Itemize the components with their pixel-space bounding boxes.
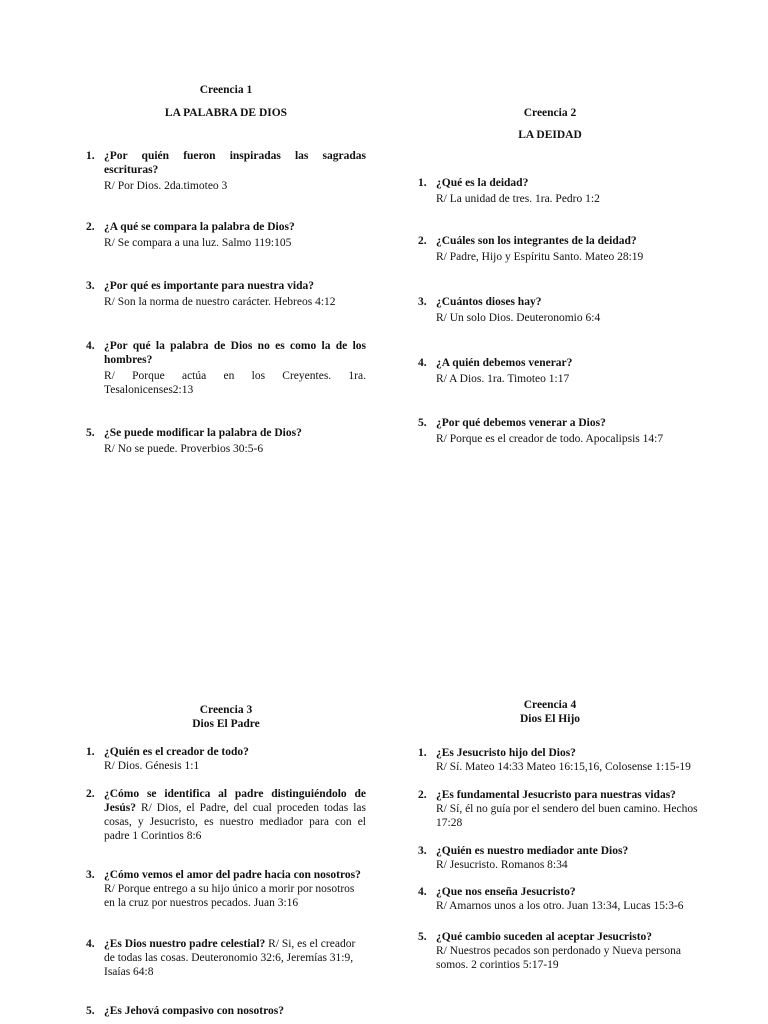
belief-2-section [418, 106, 718, 446]
item-number: 3. [418, 296, 427, 308]
item-number: 5. [86, 1005, 95, 1017]
belief-1-item-1 [86, 149, 366, 193]
belief-1-item-2 [86, 220, 366, 250]
belief-3-item-4 [86, 937, 366, 979]
question-text: ¿Qué es la deidad? [436, 177, 529, 189]
answer-text: R/ La unidad de tres. 1ra. Pedro 1:2 [436, 193, 600, 205]
answer-text: R/ Dios, el Padre, del cual proceden todas las cosas, y Jesucristo, es nuestro mediador para con el padre 1 Corintios 8:6 [104, 802, 367, 842]
belief-2-label: Creencia 2 [523, 107, 577, 119]
item-number: 3. [418, 845, 427, 857]
question-text: ¿A qué se compara la palabra de Dios? [104, 221, 295, 233]
question-answer-text [104, 787, 366, 843]
belief-1-label: Creencia 1 [199, 84, 253, 96]
question-text: ¿Que nos enseña Jesucristo? [436, 886, 576, 898]
answer-text: R/ Son la norma de nuestro carácter. Hebreos 4:12 [104, 296, 336, 308]
answer-text: R/ Amarnos unos a los otro. Juan 13:34, Lucas 15:3-6 [436, 900, 684, 912]
answer-text: R/ Nuestros pecados son perdonado y Nueva persona somos. 2 corintios 5:17-19 [436, 945, 681, 971]
belief-4-section [418, 698, 718, 972]
belief-2-item-5 [418, 416, 718, 446]
belief-3-title: Dios El Padre [192, 718, 260, 730]
item-number: 5. [418, 931, 427, 943]
answer-text: R/ Sí, él no guía por el sendero del buen camino. Hechos 17:28 [436, 803, 698, 829]
answer-text: R/ Si, es el creador de todas las cosas. Deuteronomio 32:6, Jeremías 31:9, Isaías 64:8 [104, 938, 356, 978]
item-number: 4. [86, 938, 95, 950]
item-number: 2. [418, 235, 427, 247]
question-text: ¿Es Jesucristo hijo del Dios? [436, 747, 576, 759]
item-number: 2. [86, 788, 95, 800]
item-number: 3. [86, 869, 95, 881]
belief-1-item-4 [86, 339, 366, 397]
answer-text: R/ Sí. Mateo 14:33 Mateo 16:15,16, Colosense 1:15-19 [436, 761, 691, 773]
answer-text: R/ Se compara a una luz. Salmo 119:105 [104, 237, 292, 249]
belief-2-item-3 [418, 295, 718, 325]
item-number: 1. [86, 150, 95, 162]
question-text: ¿A quién debemos venerar? [436, 357, 573, 369]
answer-text: R/ Porque entrego a su hijo único a morir por nosotros en la cruz por nuestros pecados. Juan 3:16 [104, 883, 355, 909]
question-text: ¿Qué cambio suceden al aceptar Jesucristo? [436, 931, 653, 943]
item-number: 5. [418, 417, 427, 429]
question-text: ¿Cuántos dioses hay? [436, 296, 542, 308]
belief-1-item-3 [86, 279, 366, 309]
answer-text: R/ Porque actúa en los Creyentes. 1ra. Tesalonicenses2:13 [104, 370, 366, 396]
item-number: 1. [418, 747, 427, 759]
belief-4-label: Creencia 4 [523, 699, 577, 711]
question-text: ¿Por qué es importante para nuestra vida? [104, 280, 314, 292]
question-text: ¿Por qué debemos venerar a Dios? [436, 417, 606, 429]
answer-text: R/ Dios. Génesis 1:1 [104, 760, 200, 772]
question-text: ¿Quién es el creador de todo? [104, 746, 249, 758]
belief-4-item-2 [418, 788, 718, 830]
question-text: ¿Cómo se identifica al padre distinguiéndolo de Jesús? [104, 788, 366, 814]
item-number: 5. [86, 427, 95, 439]
item-number: 2. [86, 221, 95, 233]
belief-2-title: LA DEIDAD [518, 129, 582, 141]
belief-2-item-4 [418, 356, 718, 386]
belief-3-item-2 [86, 787, 366, 843]
item-number: 1. [418, 177, 427, 189]
item-number: 4. [418, 886, 427, 898]
answer-text: R/ A Dios. 1ra. Timoteo 1:17 [436, 373, 570, 385]
answer-text: R/ Por Dios. 2da.timoteo 3 [104, 180, 228, 192]
question-text: ¿Por quién fueron inspiradas las sagradas escrituras? [104, 150, 366, 176]
belief-1-title: LA PALABRA DE DIOS [164, 107, 288, 119]
item-number: 2. [418, 789, 427, 801]
question-text: ¿Cuáles son los integrantes de la deidad? [436, 235, 637, 247]
belief-3-item-5 [86, 1004, 366, 1018]
belief-1-section [86, 83, 366, 456]
item-number: 1. [86, 746, 95, 758]
item-number: 4. [418, 357, 427, 369]
question-text: ¿Se puede modificar la palabra de Dios? [104, 427, 302, 439]
answer-text: R/ Un solo Dios. Deuteronomio 6:4 [436, 312, 601, 324]
question-text: ¿Quién es nuestro mediador ante Dios? [436, 845, 629, 857]
belief-2-item-2 [418, 234, 718, 264]
question-text: ¿Por qué la palabra de Dios no es como la de los hombres? [104, 340, 366, 366]
question-text: ¿Es fundamental Jesucristo para nuestras vidas? [436, 789, 676, 801]
belief-4-title: Dios El Hijo [519, 713, 581, 725]
question-answer-text [104, 937, 366, 979]
answer-text: R/ Jesucristo. Romanos 8:34 [436, 859, 568, 871]
belief-4-item-1 [418, 746, 718, 774]
answer-text: R/ Padre, Hijo y Espíritu Santo. Mateo 28:19 [436, 251, 644, 263]
item-number: 4. [86, 340, 95, 352]
belief-3-label: Creencia 3 [199, 704, 253, 716]
belief-3-section [86, 703, 366, 1018]
belief-1-item-5 [86, 426, 366, 456]
answer-text: R/ Porque es el creador de todo. Apocalipsis 14:7 [436, 433, 664, 445]
question-text: ¿Es Dios nuestro padre celestial? [104, 938, 266, 950]
belief-3-item-3 [86, 868, 366, 910]
belief-4-item-5 [418, 930, 718, 972]
belief-4-item-3 [418, 844, 718, 872]
answer-text: R/ No se puede. Proverbios 30:5-6 [104, 443, 264, 455]
belief-3-item-1 [86, 745, 366, 773]
belief-4-item-4 [418, 885, 718, 913]
belief-2-item-1 [418, 176, 718, 206]
question-text: ¿Es Jehová compasivo con nosotros? [104, 1005, 284, 1017]
question-text: ¿Cómo vemos el amor del padre hacia con nosotros? [104, 869, 361, 881]
item-number: 3. [86, 280, 95, 292]
